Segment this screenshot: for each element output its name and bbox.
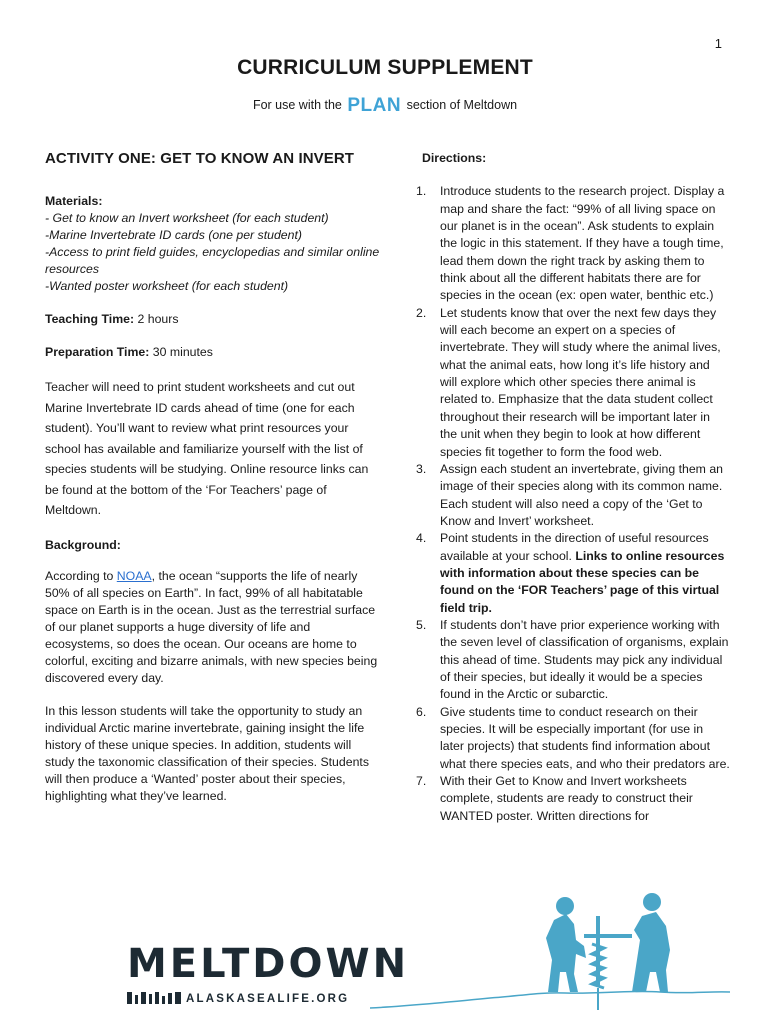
subtitle-prefix: For use with the bbox=[252, 98, 342, 112]
noaa-link[interactable]: NOAA bbox=[116, 568, 152, 583]
prep-time-label: Preparation Time: bbox=[45, 345, 150, 359]
materials-item: - Get to know an Invert worksheet (for each student) bbox=[45, 211, 329, 225]
preparation-time bbox=[45, 344, 380, 361]
item-number: 6. bbox=[416, 704, 427, 719]
page-title: CURRICULUM SUPPLEMENT bbox=[237, 56, 533, 79]
left-column bbox=[45, 150, 380, 805]
subtitle-suffix: section of Meltdown bbox=[406, 98, 518, 112]
list-item bbox=[400, 617, 730, 704]
materials-item: -Wanted poster worksheet (for each student) bbox=[45, 279, 289, 293]
directions-list bbox=[400, 183, 730, 825]
page-subtitle bbox=[0, 93, 770, 115]
materials-list bbox=[45, 210, 380, 295]
meltdown-logo: MELTDOWN bbox=[127, 941, 410, 987]
list-item bbox=[400, 305, 730, 461]
list-item bbox=[400, 530, 730, 617]
background-post: , the ocean “supports the life of nearly 50% of all species on Earth”. In fact, 99% of all habitatable space on Earth is in the ocean. Just as the terrestrial surface of our planet supports a huge diversity of life and ecosystems, so does the ocean. Our oceans are home to colorful, exciting and bizarre animals, with new species being discovered every day. bbox=[45, 568, 378, 685]
right-column bbox=[400, 150, 730, 825]
item-bold-text: Links to online resources with information about these species can be found on the ‘FOR Teachers’ page of this virtual field trip. bbox=[440, 548, 725, 615]
list-item bbox=[400, 773, 730, 825]
materials-section bbox=[45, 193, 380, 295]
teaching-time-label: Teaching Time: bbox=[45, 312, 135, 326]
item-number: 4. bbox=[416, 531, 427, 546]
activity-heading: ACTIVITY ONE: GET TO KNOW AN INVERT bbox=[45, 150, 355, 167]
background-paragraph bbox=[45, 568, 380, 687]
item-text: If students don’t have prior experience working with the seven level of classification of organisms, explain this ahead of time. Students may pick any individual of their species, but ideally it would be a species found in the Arctic or subarctic. bbox=[440, 617, 729, 702]
item-text: Give students time to conduct research on their species. It will be especially important (for use in later projects) that students find information about what there species eats, and who their predators are. bbox=[440, 704, 730, 771]
materials-label: Materials: bbox=[45, 194, 103, 208]
list-item bbox=[400, 704, 730, 773]
lesson-paragraph: In this lesson students will take the opportunity to study an individual Arctic marine invertebrate, gaining insight the life history of these unique species. In addition, students will study the taxonomic classification of their species. Students will then produce a ‘Wanted’ poster about their species, highlighting what they’ve learned. bbox=[45, 703, 369, 803]
list-item bbox=[400, 461, 730, 530]
directions-label: Directions: bbox=[422, 151, 487, 165]
item-text: Assign each student an invertebrate, giving them an image of their species along with its common name. Each student will also need a copy of the ‘Get to Know and Invert’ worksheet. bbox=[440, 461, 724, 528]
page-number: 1 bbox=[714, 36, 722, 51]
materials-item: -Access to print field guides, encyclopedias and similar online resources bbox=[45, 245, 380, 276]
item-number: 2. bbox=[416, 305, 427, 320]
logo-bars-icon bbox=[127, 992, 183, 1006]
materials-item: -Marine Invertebrate ID cards (one per student) bbox=[45, 228, 302, 242]
item-text: Introduce students to the research project. Display a map and share the fact: “99% of all living space on our planet is in the ocean”. Ask students to explain the logic in this statement. If they have a tough time, lead them down the right track by asking them to think about all the different habitats there are for species in the ocean (ex: open water, benthic etc.) bbox=[440, 184, 725, 303]
item-number: 5. bbox=[416, 617, 427, 632]
prep-time-value: 30 minutes bbox=[152, 345, 213, 359]
prep-paragraph: Teacher will need to print student worksheets and cut out Marine Invertebrate ID cards ahead of time (one for each student). You’ll want to review what print resources your school has available and familiarize yourself with the list of species students will be studying. Online resource links can be found at the bottom of the ‘For Teachers’ page of Meltdown. bbox=[45, 380, 369, 517]
plan-highlight: PLAN bbox=[347, 95, 402, 116]
item-text: Point students in the direction of useful resources available at your school. bbox=[440, 531, 709, 563]
item-text: With their Get to Know and Invert worksheets complete, students are ready to construct their WANTED poster. Written directions for bbox=[440, 774, 693, 823]
list-item bbox=[400, 183, 730, 304]
background-label: Background: bbox=[45, 537, 121, 552]
item-number: 7. bbox=[416, 774, 427, 789]
teaching-time bbox=[45, 311, 380, 328]
ice-drilling-illustration-icon bbox=[370, 880, 730, 1020]
background-pre: According to bbox=[45, 568, 114, 583]
teaching-time-value: 2 hours bbox=[137, 312, 179, 326]
item-number: 1. bbox=[416, 184, 427, 199]
logo-url: ALASKASEALIFE.ORG bbox=[186, 993, 350, 1005]
item-number: 3. bbox=[416, 461, 427, 476]
item-text: Let students know that over the next few days they will each become an expert on a species of invertebrate. They will study where the animal lives, what the animal eats, how long it’s life history and will explore which other species there animal is related to. Emphasize that the data student collect throughout their research will be important later in the unit when they begin to look at how different species fit together to form the food web. bbox=[440, 305, 721, 459]
